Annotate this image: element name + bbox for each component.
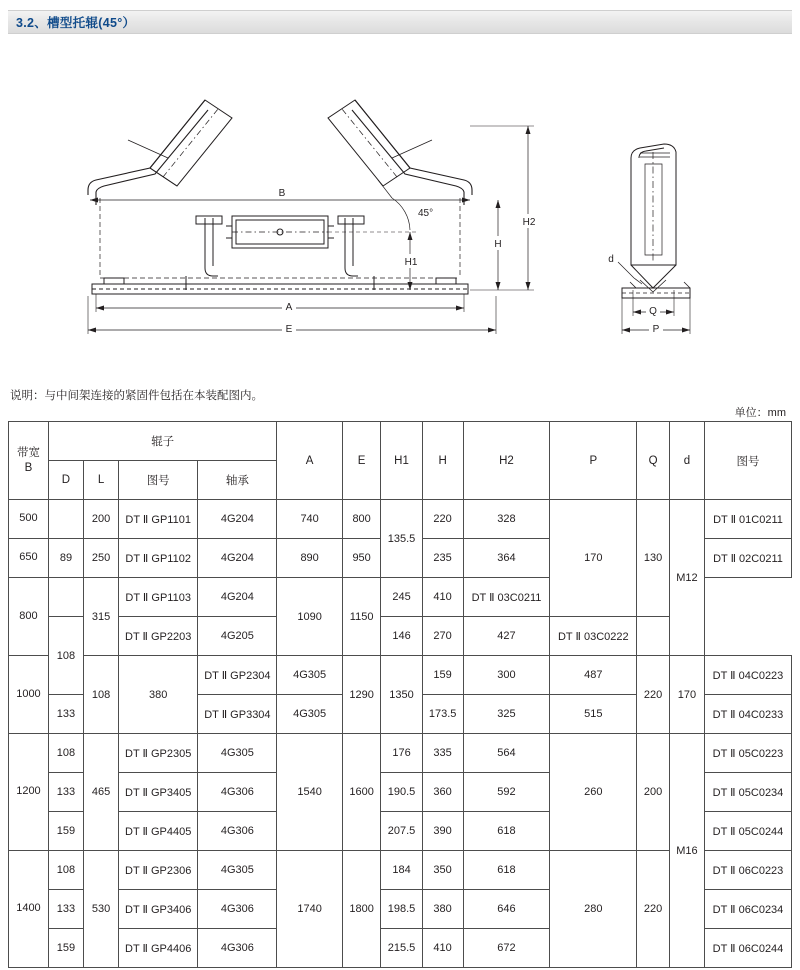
cell-a: 1090 bbox=[277, 578, 342, 656]
cell-roller-bearing: 4G204 bbox=[198, 500, 277, 539]
cell-roller-bearing: 4G204 bbox=[198, 539, 277, 578]
cell-a: 1740 bbox=[277, 851, 342, 968]
cell-q: 220 bbox=[637, 851, 670, 968]
cell-figure-no: DT Ⅱ 06C0234 bbox=[704, 890, 791, 929]
cell-a: 890 bbox=[277, 539, 342, 578]
cell-bandwidth: 650 bbox=[9, 539, 49, 578]
table-row bbox=[9, 734, 792, 773]
cell-roller-bearing: 4G305 bbox=[198, 734, 277, 773]
cell-roller-figure-no: DT Ⅱ GP2304 bbox=[198, 656, 277, 695]
cell-a: 740 bbox=[277, 500, 342, 539]
label-angle: 45° bbox=[418, 208, 434, 219]
cell-h2: 618 bbox=[463, 812, 550, 851]
cell-q: 200 bbox=[637, 734, 670, 851]
header-bandwidth bbox=[9, 422, 49, 500]
header-h: H bbox=[422, 422, 463, 500]
cell-a: 1540 bbox=[277, 734, 342, 851]
cell-figure-no: DT Ⅱ 04C0223 bbox=[704, 656, 791, 695]
cell-p: 170 bbox=[550, 500, 637, 617]
cell-roller-figure-no: DT Ⅱ GP3304 bbox=[198, 695, 277, 734]
cell-roller-figure-no: DT Ⅱ GP1103 bbox=[119, 578, 198, 617]
cell-h1: 184 bbox=[381, 851, 422, 890]
cell-h1: 146 bbox=[381, 617, 422, 656]
cell-figure-no: DT Ⅱ 03C0222 bbox=[550, 617, 637, 656]
cell-p: 260 bbox=[550, 734, 637, 851]
cell-figure-no: DT Ⅱ 03C0211 bbox=[463, 578, 550, 617]
cell-roller-d: 108 bbox=[48, 734, 83, 773]
header-h2: H2 bbox=[463, 422, 550, 500]
cell-figure-no: DT Ⅱ 06C0223 bbox=[704, 851, 791, 890]
header-h1: H1 bbox=[381, 422, 422, 500]
cell-d-bolt: M12 bbox=[669, 500, 704, 656]
header-bandwidth-label: 带宽 bbox=[16, 447, 40, 460]
header-roller-group: 辊子 bbox=[48, 422, 277, 461]
cell-e: 800 bbox=[342, 500, 381, 539]
cell-roller-d: 108 bbox=[84, 656, 119, 734]
cell-roller-d bbox=[48, 500, 83, 539]
table-body bbox=[9, 500, 792, 968]
cell-e: 950 bbox=[342, 539, 381, 578]
table-head bbox=[9, 422, 792, 500]
cell-roller-bearing: 4G205 bbox=[198, 617, 277, 656]
cell-roller-d: 108 bbox=[48, 851, 83, 890]
cell-q: 170 bbox=[669, 656, 704, 734]
spec-table bbox=[8, 421, 792, 968]
cell-h1: 176 bbox=[381, 734, 422, 773]
cell-h: 220 bbox=[422, 500, 463, 539]
cell-bandwidth: 1000 bbox=[9, 656, 49, 734]
header-bandwidth-sub: B bbox=[24, 461, 33, 474]
cell-roller-l: 250 bbox=[84, 539, 119, 578]
cell-p: 220 bbox=[637, 656, 670, 734]
cell-roller-bearing: 4G305 bbox=[198, 851, 277, 890]
cell-h1: 207.5 bbox=[381, 812, 422, 851]
cell-roller-figure-no: DT Ⅱ GP3406 bbox=[119, 890, 198, 929]
header-roller-bearing: 轴承 bbox=[198, 461, 277, 500]
header-roller-d: D bbox=[48, 461, 83, 500]
cell-h1: 135.5 bbox=[381, 500, 422, 578]
header-p: P bbox=[550, 422, 637, 500]
header-figure-no: 图号 bbox=[704, 422, 791, 500]
cell-roller-d: 133 bbox=[48, 890, 83, 929]
cell-h: 380 bbox=[422, 890, 463, 929]
header-roller-l: L bbox=[84, 461, 119, 500]
cell-a: 1290 bbox=[342, 656, 381, 734]
cell-roller-bearing: 4G204 bbox=[198, 578, 277, 617]
technical-drawing bbox=[0, 40, 800, 380]
cell-figure-no: DT Ⅱ 05C0244 bbox=[704, 812, 791, 851]
cell-h: 410 bbox=[422, 929, 463, 968]
cell-roller-figure-no: DT Ⅱ GP2203 bbox=[119, 617, 198, 656]
cell-h1: 173.5 bbox=[422, 695, 463, 734]
cell-h2: 618 bbox=[463, 851, 550, 890]
cell-roller-d: 133 bbox=[48, 773, 83, 812]
cell-h: 350 bbox=[422, 851, 463, 890]
cell-figure-no: DT Ⅱ 05C0223 bbox=[704, 734, 791, 773]
cell-figure-no: DT Ⅱ 06C0244 bbox=[704, 929, 791, 968]
label-A: A bbox=[285, 302, 293, 313]
cell-roller-bearing: 4G305 bbox=[277, 695, 342, 734]
header-roller-figure-no: 图号 bbox=[119, 461, 198, 500]
cell-roller-l: 200 bbox=[84, 500, 119, 539]
label-B: B bbox=[278, 188, 286, 199]
cell-h1: 215.5 bbox=[381, 929, 422, 968]
cell-h2: 410 bbox=[422, 578, 463, 617]
cell-figure-no: DT Ⅱ 05C0234 bbox=[704, 773, 791, 812]
cell-h: 325 bbox=[463, 695, 550, 734]
section-header bbox=[8, 10, 792, 34]
table-row bbox=[9, 656, 792, 695]
cell-h2: 515 bbox=[550, 695, 637, 734]
cell-roller-l: 465 bbox=[84, 734, 119, 851]
cell-roller-figure-no: DT Ⅱ GP1101 bbox=[119, 500, 198, 539]
cell-roller-d: 159 bbox=[48, 929, 83, 968]
cell-h2: 592 bbox=[463, 773, 550, 812]
cell-roller-bearing: 4G306 bbox=[198, 812, 277, 851]
cell-roller-l: 530 bbox=[84, 851, 119, 968]
label-P: P bbox=[652, 324, 660, 335]
cell-h1: 159 bbox=[422, 656, 463, 695]
header-q: Q bbox=[637, 422, 670, 500]
cell-bandwidth: 1200 bbox=[9, 734, 49, 851]
label-H: H bbox=[494, 239, 502, 250]
cell-e: 1600 bbox=[342, 734, 381, 851]
cell-h: 390 bbox=[422, 812, 463, 851]
cell-figure-no: DT Ⅱ 04C0233 bbox=[704, 695, 791, 734]
cell-h: 235 bbox=[422, 539, 463, 578]
cell-e: 1800 bbox=[342, 851, 381, 968]
label-Q: Q bbox=[649, 306, 657, 317]
cell-roller-figure-no: DT Ⅱ GP2305 bbox=[119, 734, 198, 773]
cell-e: 1150 bbox=[342, 578, 381, 656]
cell-h2: 646 bbox=[463, 890, 550, 929]
cell-h2: 328 bbox=[463, 500, 550, 539]
cell-h1: 190.5 bbox=[381, 773, 422, 812]
cell-roller-bearing: 4G306 bbox=[198, 890, 277, 929]
cell-h: 245 bbox=[381, 578, 422, 617]
header-d-bolt: d bbox=[669, 422, 704, 500]
drawing-svg bbox=[0, 40, 800, 380]
note-text: 说明：与中间架连接的紧固件包括在本装配图内。 bbox=[10, 390, 263, 402]
cell-p: 280 bbox=[550, 851, 637, 968]
cell-h2: 672 bbox=[463, 929, 550, 968]
cell-h2: 364 bbox=[463, 539, 550, 578]
page-title: 3.2、槽型托辊(45°） bbox=[16, 16, 136, 30]
cell-h1: 198.5 bbox=[381, 890, 422, 929]
cell-roller-figure-no: DT Ⅱ GP1102 bbox=[119, 539, 198, 578]
cell-roller-bearing: 4G306 bbox=[198, 773, 277, 812]
label-E: E bbox=[285, 324, 293, 335]
cell-h2: 564 bbox=[463, 734, 550, 773]
header-e: E bbox=[342, 422, 381, 500]
cell-bandwidth: 500 bbox=[9, 500, 49, 539]
cell-roller-bearing: 4G306 bbox=[198, 929, 277, 968]
cell-roller-figure-no: DT Ⅱ GP3405 bbox=[119, 773, 198, 812]
cell-roller-figure-no: DT Ⅱ GP2306 bbox=[119, 851, 198, 890]
table-row bbox=[9, 500, 792, 539]
cell-roller-l: 380 bbox=[119, 656, 198, 734]
cell-d-bolt: M16 bbox=[669, 734, 704, 968]
cell-h: 270 bbox=[422, 617, 463, 656]
cell-roller-d: 159 bbox=[48, 812, 83, 851]
cell-q: 130 bbox=[637, 500, 670, 617]
label-d: d bbox=[608, 254, 614, 265]
cell-bandwidth: 1400 bbox=[9, 851, 49, 968]
cell-h: 360 bbox=[422, 773, 463, 812]
cell-roller-l: 315 bbox=[84, 578, 119, 656]
cell-roller-figure-no: DT Ⅱ GP4405 bbox=[119, 812, 198, 851]
cell-roller-figure-no: DT Ⅱ GP4406 bbox=[119, 929, 198, 968]
cell-e: 1350 bbox=[381, 656, 422, 734]
cell-roller-d: 133 bbox=[48, 695, 83, 734]
cell-roller-bearing: 4G305 bbox=[277, 656, 342, 695]
cell-figure-no: DT Ⅱ 02C0211 bbox=[704, 539, 791, 578]
cell-roller-d bbox=[48, 578, 83, 617]
cell-h2: 427 bbox=[463, 617, 550, 656]
cell-h: 300 bbox=[463, 656, 550, 695]
cell-roller-d: 89 bbox=[48, 539, 83, 578]
cell-roller-d: 108 bbox=[48, 617, 83, 695]
label-H1: H1 bbox=[404, 257, 418, 268]
cell-h: 335 bbox=[422, 734, 463, 773]
cell-figure-no: DT Ⅱ 01C0211 bbox=[704, 500, 791, 539]
spec-table-wrap bbox=[8, 421, 792, 968]
unit-label: 单位：mm bbox=[734, 407, 786, 419]
table-head-row-1 bbox=[9, 422, 792, 461]
label-H2: H2 bbox=[522, 217, 536, 228]
header-a: A bbox=[277, 422, 342, 500]
cell-bandwidth: 800 bbox=[9, 578, 49, 656]
cell-h2: 487 bbox=[550, 656, 637, 695]
